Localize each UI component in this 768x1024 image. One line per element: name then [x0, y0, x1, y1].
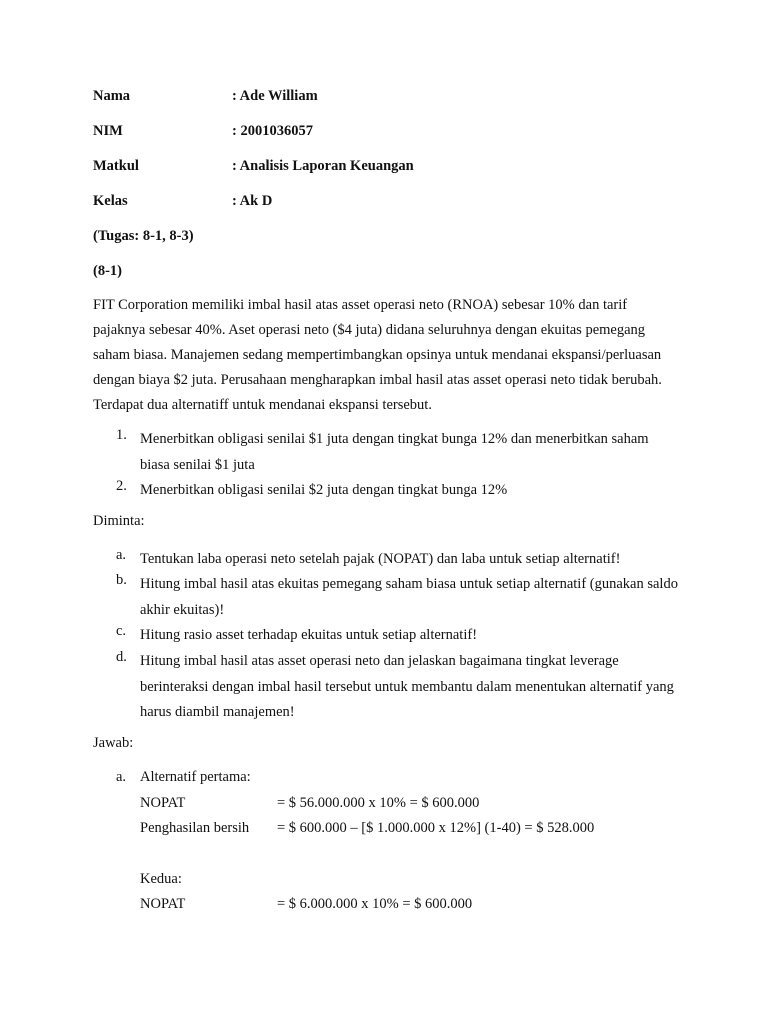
- answer-first-title: Alternatif pertama:: [140, 769, 251, 785]
- list-item-text: Menerbitkan obligasi senilai $1 juta dengan tingkat bunga 12% dan menerbitkan saham biasa senilai $1 juta: [140, 431, 649, 473]
- nama-label: Nama: [93, 88, 131, 104]
- list-item-text: Hitung rasio asset terhadap ekuitas untuk setiap alternatif!: [140, 627, 478, 643]
- calc-value: = $ 600.000 – [$ 1.000.000 x 12%] (1-40) = $ 528.000: [277, 820, 595, 836]
- tugas-heading: (Tugas: 8-1, 8-3): [93, 228, 194, 244]
- kelas-value: : Ak D: [232, 193, 273, 209]
- calc-label: NOPAT: [140, 795, 186, 811]
- nama-value: : Ade William: [232, 88, 318, 104]
- calc-label: NOPAT: [140, 896, 186, 912]
- matkul-value: : Analisis Laporan Keuangan: [232, 158, 414, 174]
- calc-label: Penghasilan bersih: [140, 820, 250, 836]
- nim-value: : 2001036057: [232, 123, 313, 139]
- list-item-text: Tentukan laba operasi neto setelah pajak (NOPAT) dan laba untuk setiap alternatif!: [140, 551, 621, 567]
- answer-marker: a.: [116, 769, 127, 785]
- list-marker: b.: [116, 572, 127, 588]
- diminta-label: Diminta:: [93, 513, 145, 529]
- list-marker: d.: [116, 649, 127, 665]
- list-item-text: Hitung imbal hasil atas ekuitas pemegang saham biasa untuk setiap alternatif (gunakan saldo akhir ekuitas)!: [140, 576, 678, 618]
- list-marker: 2.: [116, 478, 127, 494]
- list-item-text: Menerbitkan obligasi senilai $2 juta dengan tingkat bunga 12%: [140, 482, 508, 498]
- list-marker: c.: [116, 623, 127, 639]
- list-marker: a.: [116, 547, 127, 563]
- kelas-label: Kelas: [93, 193, 128, 209]
- list-item-text: Hitung imbal hasil atas asset operasi neto dan jelaskan bagaimana tingkat leverage berinteraksi dengan imbal hasil tersebut untuk membantu dalam menentukan alternatif yang harus diambil manajemen!: [140, 653, 674, 720]
- matkul-label: Matkul: [93, 158, 139, 174]
- nim-label: NIM: [93, 123, 123, 139]
- intro-paragraph: FIT Corporation memiliki imbal hasil atas asset operasi neto (RNOA) sebesar 10% dan tarif pajaknya sebesar 40%. Aset operasi neto ($4 juta) didana seluruhnya dengan ekuitas pemegang saham biasa. Manajemen sedang mempertimbangkan opsinya untuk mendanai ekspansi/perluasan dengan biaya $2 juta. Perusahaan mengharapkan imbal hasil atas asset operasi neto tidak berubah. Terdapat dua alternatiff untuk mendanai ekspansi tersebut.: [93, 297, 662, 413]
- calc-value: = $ 56.000.000 x 10% = $ 600.000: [277, 795, 480, 811]
- answer-second-title: Kedua:: [140, 871, 182, 887]
- section-heading: (8-1): [93, 263, 122, 279]
- jawab-label: Jawab:: [93, 735, 134, 751]
- calc-value: = $ 6.000.000 x 10% = $ 600.000: [277, 896, 473, 912]
- list-marker: 1.: [116, 427, 127, 443]
